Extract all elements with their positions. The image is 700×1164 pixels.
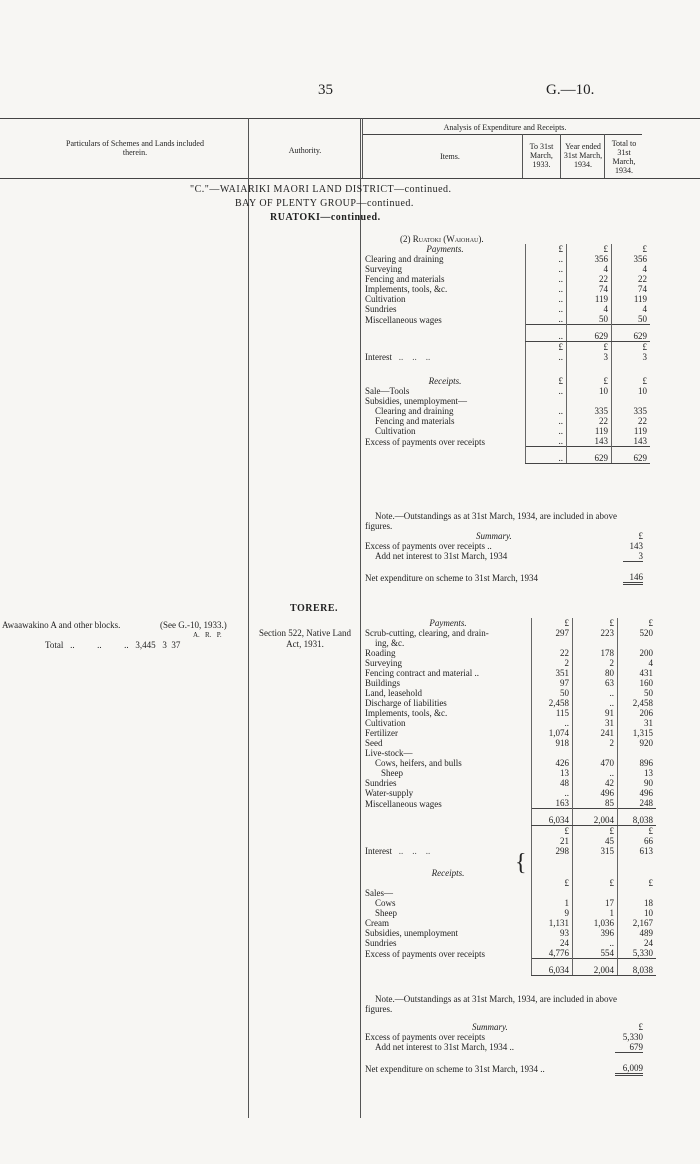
row-value: 2,167: [618, 918, 657, 928]
row-value: ..: [573, 698, 618, 708]
table-row: [365, 728, 656, 738]
total-cell: 6,034: [532, 959, 573, 976]
row-value: [573, 888, 618, 898]
row-value: 2,458: [532, 698, 573, 708]
row-value: [618, 888, 657, 898]
col-divider-c2: [560, 134, 561, 178]
row-value: ..: [526, 284, 567, 294]
row-value: ..: [532, 718, 573, 728]
row-value: 335: [612, 406, 651, 416]
table-row: [365, 718, 656, 728]
row-value: ..: [526, 416, 567, 426]
row-value: [532, 748, 573, 758]
interest-cell: 21: [532, 836, 573, 846]
row-label: Live-stock—: [365, 748, 413, 758]
interest-cell: ..: [526, 352, 567, 362]
row-label: Fertilizer: [365, 728, 398, 738]
total-cell: 8,038: [618, 809, 657, 826]
table-row: [365, 386, 650, 396]
table-row: [365, 678, 656, 688]
row-value: 24: [532, 938, 573, 948]
header-rule-top: [0, 118, 700, 119]
row-value: 91: [573, 708, 618, 718]
table-row: [365, 436, 650, 447]
row-value: 1: [532, 898, 573, 908]
row-label: Cows, heifers, and bulls: [375, 758, 462, 768]
row-value: 896: [618, 758, 657, 768]
row-label: Scrub-cutting, clearing, and drain-: [365, 628, 489, 638]
table-row: [365, 628, 656, 638]
row-value: 5,330: [618, 948, 657, 959]
header-particulars: Particulars of Schemes and Lands included therein.: [66, 139, 204, 157]
summary-label: Add net interest to 31st March, 1934: [375, 551, 508, 562]
row-label: Implements, tools, &c.: [365, 284, 448, 294]
interest-cell: 3: [612, 352, 651, 362]
total-cell: 8,038: [618, 959, 657, 976]
scheme-title-ruatoki: RUATOKI—continued.: [270, 212, 381, 223]
row-label: Clearing and draining: [375, 406, 454, 416]
table-row: [365, 708, 656, 718]
table-row: [365, 658, 656, 668]
table-row: [365, 908, 656, 918]
row-value: ..: [526, 436, 567, 447]
row-value: 4: [567, 264, 612, 274]
row-label: Cultivation: [365, 718, 406, 728]
row-label: Surveying: [365, 658, 402, 668]
row-value: 2: [573, 738, 618, 748]
table-row: [365, 274, 650, 284]
total-cell: ..: [526, 447, 567, 464]
row-value: 554: [573, 948, 618, 959]
total-cell: 629: [567, 447, 612, 464]
interest-cell: 298: [532, 846, 573, 856]
header-col2: Year ended 31st March, 1934.: [563, 142, 603, 169]
row-label: Sales—: [365, 888, 393, 898]
table-row: [365, 648, 656, 658]
net-expenditure-value: 6,009: [615, 1063, 643, 1075]
row-value: ..: [532, 788, 573, 798]
row-value: 496: [618, 788, 657, 798]
summary-value: 3: [623, 551, 643, 562]
net-expenditure-label: Net expenditure on scheme to 31st March, 1934: [365, 572, 538, 583]
row-value: ..: [526, 426, 567, 436]
summary-value: 143: [629, 541, 643, 551]
header-items: Items.: [440, 152, 460, 161]
row-value: 85: [573, 798, 618, 809]
col-divider-items-2: [362, 118, 363, 178]
header-col1: To 31st March, 1933.: [529, 142, 554, 169]
summary-label: Excess of payments over receipts: [365, 1032, 485, 1042]
row-value: 143: [567, 436, 612, 447]
row-value: 2,458: [618, 698, 657, 708]
row-value: 74: [612, 284, 651, 294]
row-value: 351: [532, 668, 573, 678]
row-value: 22: [532, 648, 573, 658]
interest-cell: 45: [573, 836, 618, 846]
table-row: [365, 898, 656, 908]
row-value: [618, 638, 657, 648]
row-value: 2: [573, 658, 618, 668]
interest-cell: 66: [618, 836, 657, 846]
row-value: 10: [612, 386, 651, 396]
currency-symbol: £: [532, 618, 573, 628]
row-value: 119: [567, 426, 612, 436]
row-value: 31: [618, 718, 657, 728]
row-value: 80: [573, 668, 618, 678]
row-value: [567, 396, 612, 406]
table-row: [365, 798, 656, 809]
row-label: Subsidies, unemployment—: [365, 396, 467, 406]
subscheme-title: (2) Ruatoki (Waiohau).: [400, 234, 484, 244]
district-title: "C."—WAIARIKI MAORI LAND DISTRICT—continued.: [190, 184, 452, 195]
row-label: Sheep: [375, 908, 397, 918]
row-value: [573, 638, 618, 648]
row-value: 200: [618, 648, 657, 658]
summary-caption: Summary.: [476, 531, 512, 541]
row-label: Subsidies, unemployment: [365, 928, 458, 938]
row-value: 31: [573, 718, 618, 728]
scheme-title-torere: TORERE.: [290, 603, 339, 614]
currency-symbol: £: [573, 826, 618, 837]
row-value: 24: [618, 938, 657, 948]
group-title: BAY OF PLENTY GROUP—continued.: [235, 198, 414, 209]
row-value: ..: [526, 254, 567, 264]
total-cell: ..: [526, 325, 567, 342]
row-value: 2: [532, 658, 573, 668]
header-rule-sub: [362, 134, 642, 135]
row-label: Cows: [375, 898, 396, 908]
total-cell: 629: [612, 447, 651, 464]
row-value: 496: [573, 788, 618, 798]
row-label: Sundries: [365, 778, 397, 788]
row-value: 520: [618, 628, 657, 638]
row-value: 119: [612, 426, 651, 436]
row-value: 4: [567, 304, 612, 314]
row-label: Roading: [365, 648, 396, 658]
table-row: [365, 738, 656, 748]
row-value: [526, 396, 567, 406]
total-cell: 2,004: [573, 959, 618, 976]
currency-symbol: £: [618, 878, 657, 888]
row-label: Miscellaneous wages: [365, 314, 442, 325]
row-value: 489: [618, 928, 657, 938]
row-value: 356: [567, 254, 612, 264]
summary-label: Add net interest to 31st March, 1934 ..: [375, 1042, 514, 1053]
row-value: 431: [618, 668, 657, 678]
row-value: 4: [612, 264, 651, 274]
currency-symbol: £: [532, 878, 573, 888]
torere-payments-table: [365, 618, 656, 976]
summary-value: 5,330: [622, 1032, 643, 1042]
row-value: 335: [567, 406, 612, 416]
row-value: 143: [612, 436, 651, 447]
row-value: 50: [567, 314, 612, 325]
net-expenditure-value: 146: [623, 572, 643, 584]
torere-summary: [365, 1022, 643, 1076]
table-row: [365, 768, 656, 778]
row-value: 297: [532, 628, 573, 638]
row-label: Excess of payments over receipts: [365, 948, 485, 959]
row-value: 74: [567, 284, 612, 294]
summary-label: Excess of payments over receipts ..: [365, 541, 492, 551]
col-divider-items: [360, 118, 361, 1118]
row-value: 18: [618, 898, 657, 908]
row-label: Implements, tools, &c.: [365, 708, 448, 718]
table-row: [365, 638, 656, 648]
row-label: Buildings: [365, 678, 401, 688]
row-label: Excess of payments over receipts: [365, 436, 485, 447]
row-value: ..: [573, 688, 618, 698]
currency-symbol: £: [638, 1022, 643, 1032]
payments-caption: Payments.: [426, 244, 464, 254]
summary-caption: Summary.: [472, 1022, 508, 1032]
row-value: 48: [532, 778, 573, 788]
row-value: 1,074: [532, 728, 573, 738]
table-row: [365, 938, 656, 948]
row-value: 223: [573, 628, 618, 638]
ruatoki-summary: Summary. £ Excess of payments over receipts .. 143 Add net interest to 31st March, 1934 3 Net expenditure on scheme to 31st March, 1934 146: [365, 531, 643, 583]
total-cell: 6,034: [532, 809, 573, 826]
row-label: Fencing and materials: [365, 274, 445, 284]
row-value: 9: [532, 908, 573, 918]
row-value: 17: [573, 898, 618, 908]
row-value: ..: [526, 294, 567, 304]
row-label: Cultivation: [365, 294, 406, 304]
row-value: 160: [618, 678, 657, 688]
row-value: 13: [532, 768, 573, 778]
row-value: 4: [612, 304, 651, 314]
table-row: [365, 788, 656, 798]
row-value: 470: [573, 758, 618, 768]
row-value: [618, 748, 657, 758]
table-row: [365, 748, 656, 758]
row-value: 426: [532, 758, 573, 768]
payments-caption: Payments.: [429, 618, 467, 628]
row-value: [573, 748, 618, 758]
table-row: [365, 314, 650, 325]
table-row: [365, 294, 650, 304]
row-value: 119: [567, 294, 612, 304]
row-label: Sheep: [381, 768, 403, 778]
row-value: 22: [567, 416, 612, 426]
row-label: Sundries: [365, 938, 397, 948]
torere-authority: Section 522, Native Land Act, 1931.: [259, 628, 351, 649]
row-value: 4,776: [532, 948, 573, 959]
row-value: 920: [618, 738, 657, 748]
table-row: [365, 264, 650, 274]
row-value: 90: [618, 778, 657, 788]
row-value: [612, 396, 651, 406]
row-value: 163: [532, 798, 573, 809]
currency-symbol: £: [618, 826, 657, 837]
table-row: [365, 416, 650, 426]
table-row: [365, 778, 656, 788]
ruatoki-payments-table: Payments. £ £ £ Clearing and draining .. 356 356 Surveying .. 4 4 Fencing and materials .. 22 22 Implements, tools, &c. .. 74 74 Cultivation .. 119 119 Sundries .. 4 4 Miscellaneous wages .. 50 50 .. 629 629 £ £ £ Interest .. .. .. .. 3 3 Receipts. £ £ £ Sale—Tools .. 10 10 Subsidies, unemployment— Clearing and draining .. 335 335 Fencing and materials .. 22 22 Cultivation .. 119 119 Excess of payments over receipts .. 143 143 .. 629 629: [365, 244, 650, 464]
row-value: 13: [618, 768, 657, 778]
row-label: Sale—Tools: [365, 386, 410, 396]
table-row: [365, 918, 656, 928]
row-label: Water-supply: [365, 788, 414, 798]
total-cell: 629: [567, 325, 612, 342]
col-divider-c1: [522, 134, 523, 178]
header-analysis: Analysis of Expenditure and Receipts.: [443, 123, 567, 132]
row-label: Surveying: [365, 264, 402, 274]
row-value: ..: [526, 386, 567, 396]
table-row: [365, 406, 650, 416]
header-rule-bottom: [0, 178, 700, 179]
net-expenditure-label: Net expenditure on scheme to 31st March, 1934 ..: [365, 1063, 545, 1074]
row-label: Miscellaneous wages: [365, 798, 442, 809]
page-number: 35: [318, 82, 333, 98]
torere-lands: Awaawakino A and other blocks.: [2, 620, 121, 630]
header-col3: Total to 31st March, 1934.: [611, 139, 637, 175]
table-row: [365, 688, 656, 698]
document-reference: G.—10.: [546, 82, 595, 98]
row-label: Fencing and materials: [375, 416, 455, 426]
row-value: 1: [573, 908, 618, 918]
row-label: Cream: [365, 918, 389, 928]
row-value: 178: [573, 648, 618, 658]
torere-total: Total .. .. .. 3,445 3 37: [45, 640, 181, 650]
currency-symbol: £: [573, 878, 618, 888]
table-row: [365, 304, 650, 314]
row-value: 22: [612, 416, 651, 426]
interest-cell: 613: [618, 846, 657, 856]
row-value: 1,036: [573, 918, 618, 928]
row-value: 50: [532, 688, 573, 698]
row-value: 10: [567, 386, 612, 396]
row-value: 63: [573, 678, 618, 688]
row-value: 115: [532, 708, 573, 718]
row-value: 4: [618, 658, 657, 668]
torere-arp-head: A. R. P.: [193, 631, 222, 639]
table-row: [365, 284, 650, 294]
row-value: 248: [618, 798, 657, 809]
row-value: 50: [618, 688, 657, 698]
col-divider-authority: [248, 118, 249, 1118]
row-value: 22: [567, 274, 612, 284]
torere-seeref: (See G.-10, 1933.): [160, 620, 227, 630]
torere-note: Note.—Outstandings as at 31st March, 1934, are included in above figures.: [365, 994, 617, 1014]
row-value: [532, 638, 573, 648]
summary-value: 679: [615, 1042, 643, 1053]
row-label: Fencing contract and material ..: [365, 668, 479, 678]
receipts-caption: Receipts.: [428, 376, 462, 386]
table-row: [365, 948, 656, 959]
row-label: Land, leasehold: [365, 688, 422, 698]
row-value: ..: [573, 938, 618, 948]
row-label: Sundries: [365, 304, 397, 314]
table-row: [365, 928, 656, 938]
row-value: 10: [618, 908, 657, 918]
row-label: Clearing and draining: [365, 254, 444, 264]
interest-cell: 3: [567, 352, 612, 362]
total-cell: 2,004: [573, 809, 618, 826]
currency-symbol: £: [532, 826, 573, 837]
interest-brace: {: [515, 850, 527, 876]
row-label: Discharge of liabilities: [365, 698, 447, 708]
interest-label: Interest .. .. ..: [365, 846, 431, 856]
row-value: 206: [618, 708, 657, 718]
row-label: ing, &c.: [375, 638, 405, 648]
row-value: 1,315: [618, 728, 657, 738]
row-value: ..: [526, 264, 567, 274]
col-divider-c3: [604, 134, 605, 178]
row-value: 97: [532, 678, 573, 688]
row-value: ..: [526, 314, 567, 325]
currency-symbol: £: [618, 618, 657, 628]
row-value: 119: [612, 294, 651, 304]
row-value: [532, 888, 573, 898]
row-value: 918: [532, 738, 573, 748]
interest-cell: 315: [573, 846, 618, 856]
row-value: 356: [612, 254, 651, 264]
header-authority: Authority.: [288, 146, 322, 155]
row-value: 396: [573, 928, 618, 938]
row-value: 42: [573, 778, 618, 788]
row-value: 1,131: [532, 918, 573, 928]
table-row: [365, 254, 650, 264]
table-row: [365, 888, 656, 898]
currency-symbol: £: [573, 618, 618, 628]
table-row: [365, 698, 656, 708]
row-value: 22: [612, 274, 651, 284]
row-value: 241: [573, 728, 618, 738]
row-value: ..: [573, 768, 618, 778]
table-row: [365, 758, 656, 768]
interest-label: Interest .. .. ..: [365, 352, 431, 362]
row-value: ..: [526, 304, 567, 314]
row-value: ..: [526, 274, 567, 284]
total-cell: 629: [612, 325, 651, 342]
table-row: [365, 426, 650, 436]
row-label: Cultivation: [375, 426, 416, 436]
receipts-caption: Receipts.: [431, 868, 465, 878]
table-row: [365, 396, 650, 406]
table-row: [365, 668, 656, 678]
row-value: ..: [526, 406, 567, 416]
row-value: 93: [532, 928, 573, 938]
row-label: Seed: [365, 738, 383, 748]
ruatoki-note: Note.—Outstandings as at 31st March, 1934, are included in above figures.: [365, 511, 617, 531]
row-value: 50: [612, 314, 651, 325]
